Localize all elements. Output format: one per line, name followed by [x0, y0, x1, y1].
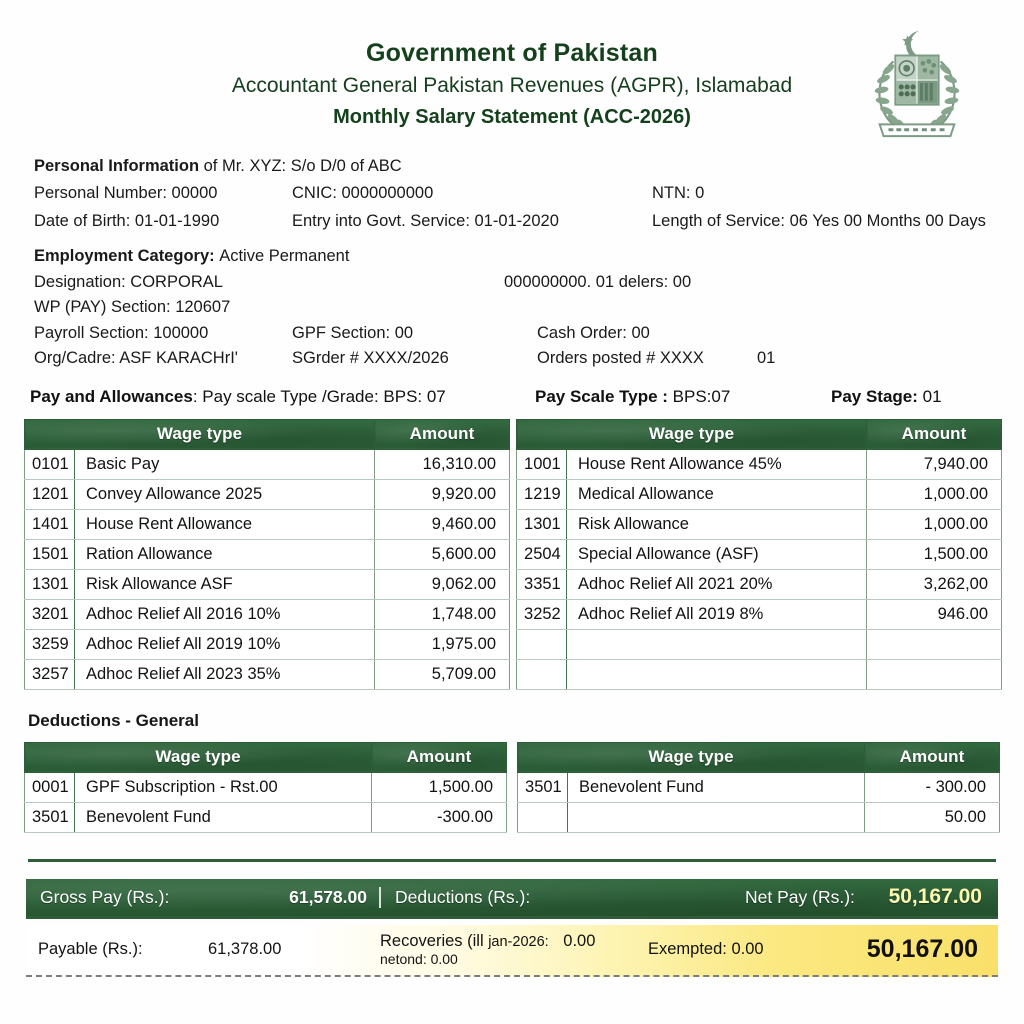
- column-header-amount: Amount: [375, 419, 510, 449]
- pay-allowance-description: Special Allowance (ASF): [567, 539, 867, 569]
- pay-allowance-description: House Rent Allowance: [75, 509, 375, 539]
- table-row: [25, 599, 510, 629]
- document-header: [0, 0, 1024, 132]
- pay-allowance-code: 3257: [25, 659, 75, 689]
- pay-allowance-description: [567, 659, 867, 689]
- pay-allowance-code: 1401: [25, 509, 75, 539]
- pay-allowance-amount: [867, 629, 1002, 659]
- designation: Designation: CORPORAL: [34, 272, 223, 291]
- table-row: [25, 479, 510, 509]
- pay-allowance-amount: 9,920.00: [375, 479, 510, 509]
- pay-allowances-grade: [30, 387, 535, 407]
- pay-allowances-label: Pay and Allowances: [30, 386, 193, 406]
- pay-allowance-code: 3252: [517, 599, 567, 629]
- deduction-code: 0001: [25, 772, 75, 802]
- pay-allowance-description: Medical Allowance: [567, 479, 867, 509]
- pay-allowance-amount: 5,709.00: [375, 659, 510, 689]
- wp-pay-section: WP (PAY) Section: 120607: [34, 298, 231, 317]
- pay-allowance-amount: 1,500.00: [867, 539, 1002, 569]
- pay-allowance-code: 1219: [517, 479, 567, 509]
- table-row: [518, 772, 1000, 802]
- table-header-row: [25, 419, 510, 449]
- payroll-row: [34, 325, 1002, 342]
- pay-allowance-description: Adhoc Relief All 2019 8%: [567, 599, 867, 629]
- pay-allowance-description: House Rent Allowance 45%: [567, 449, 867, 479]
- employment-category-row: [34, 248, 1002, 265]
- account-number-line: 000000000. 01 delers: 00: [504, 272, 692, 291]
- deductions-tables: [24, 742, 1000, 833]
- pay-allowance-description: Adhoc Relief All 2023 35%: [75, 659, 375, 689]
- pay-allowances-heading: [30, 387, 1002, 407]
- pay-allowance-description: Ration Allowance: [75, 539, 375, 569]
- deductions-total-label: Deductions (Rs.):: [395, 886, 531, 907]
- table-header-row: [518, 742, 1000, 772]
- deductions-table-left: [24, 742, 507, 833]
- exempted-value: Exempted: 0.00: [648, 940, 764, 959]
- payable-net-total: 50,167.00: [866, 935, 978, 964]
- entry-into-service: Entry into Govt. Service: 01-01-2020: [292, 211, 559, 230]
- statement-title: Monthly Salary Statement (ACC-2026): [333, 105, 691, 128]
- column-header-wage-type: Wage type: [517, 419, 867, 449]
- table-header-row: [25, 742, 507, 772]
- deduction-description: [568, 802, 865, 832]
- pay-allowance-description: Convey Allowance 2025: [75, 479, 375, 509]
- pay-allowance-description: Basic Pay: [75, 449, 375, 479]
- cash-order: Cash Order: 00: [537, 323, 650, 342]
- employment-block: [34, 248, 1002, 367]
- pay-allowance-code: [517, 629, 567, 659]
- column-header-wage-type: Wage type: [25, 419, 375, 449]
- table-row: [25, 539, 510, 569]
- table-row: [25, 569, 510, 599]
- net-pay-label: Net Pay (Rs.):: [745, 886, 855, 907]
- payroll-section: Payroll Section: 100000: [34, 323, 209, 342]
- pay-stage: [831, 387, 1002, 407]
- personal-info-heading: Personal Information: [34, 156, 200, 175]
- table-row: [517, 449, 1002, 479]
- personal-identifiers-row: [34, 185, 1002, 202]
- payable-row: [26, 925, 998, 977]
- deduction-amount: 50.00: [865, 802, 1000, 832]
- deduction-description: Benevolent Fund: [75, 802, 372, 832]
- table-row: [25, 772, 507, 802]
- gross-pay-value: 61,578.00: [226, 887, 381, 908]
- gross-pay-label: Gross Pay (Rs.):: [40, 886, 170, 907]
- pay-allowance-code: 2504: [517, 539, 567, 569]
- pay-allowance-amount: 16,310.00: [375, 449, 510, 479]
- pay-allowance-code: 0101: [25, 449, 75, 479]
- orders-count: 01: [757, 349, 776, 368]
- table-row: [25, 659, 510, 689]
- organization-subtitle: Accountant General Pakistan Revenues (AGPR), Islamabad: [231, 74, 793, 98]
- ntn: NTN: 0: [652, 184, 705, 203]
- section-divider: [28, 859, 996, 862]
- pay-allowances-table-left: [24, 419, 510, 690]
- payable-value: 61,378.00: [208, 940, 282, 959]
- deduction-description: Benevolent Fund: [568, 772, 865, 802]
- pay-allowance-code: 1301: [517, 509, 567, 539]
- pay-allowance-amount: 1,975.00: [375, 629, 510, 659]
- deduction-amount: - 300.00: [865, 772, 1000, 802]
- table-row: [25, 802, 507, 832]
- pay-allowance-amount: 9,062.00: [375, 569, 510, 599]
- pay-allowance-code: 3259: [25, 629, 75, 659]
- service-dates-row: [34, 213, 1002, 230]
- pay-allowance-description: Adhoc Relief All 2016 10%: [75, 599, 375, 629]
- pay-allowances-tables: [24, 419, 1000, 690]
- pay-allowance-amount: 946.00: [867, 599, 1002, 629]
- cnic: CNIC: 0000000000: [292, 184, 434, 203]
- pay-scale-type: [535, 387, 831, 407]
- personal-number: Personal Number: 00000: [34, 184, 218, 203]
- personal-info-heading-row: [34, 158, 1002, 175]
- employment-category-value: Active Permanent: [219, 247, 350, 266]
- column-header-wage-type: Wage type: [518, 742, 865, 772]
- table-row: [517, 569, 1002, 599]
- designation-row: [34, 274, 1002, 291]
- column-header-amount: Amount: [867, 419, 1002, 449]
- date-of-birth: Date of Birth: 01-01-1990: [34, 211, 220, 230]
- deduction-amount: 1,500.00: [372, 772, 507, 802]
- table-row: [517, 629, 1002, 659]
- summary-bar: [26, 879, 998, 919]
- table-row: [25, 629, 510, 659]
- deductions-heading: Deductions - General: [28, 710, 199, 730]
- deduction-amount: -300.00: [372, 802, 507, 832]
- recoveries-amount: 0.00: [563, 931, 596, 950]
- pay-allowances-grade-value: : Pay scale Type /Grade: BPS: 07: [192, 386, 446, 406]
- pay-allowance-code: 1001: [517, 449, 567, 479]
- pay-stage-value: 01: [922, 386, 942, 406]
- column-header-amount: Amount: [372, 742, 507, 772]
- pay-allowance-amount: 1,000.00: [867, 479, 1002, 509]
- pay-allowance-description: Adhoc Relief All 2021 20%: [567, 569, 867, 599]
- deduction-description: GPF Subscription - Rst.00: [75, 772, 372, 802]
- org-cadre: Org/Cadre: ASF KARACHrI': [34, 349, 238, 368]
- net-pay-value: 50,167.00: [888, 885, 982, 909]
- pay-allowance-description: [567, 629, 867, 659]
- deductions-table-right: [517, 742, 1000, 833]
- pay-allowance-amount: 7,940.00: [867, 449, 1002, 479]
- table-row: [25, 449, 510, 479]
- pay-allowances-table-right: [516, 419, 1002, 690]
- pay-allowance-code: [517, 659, 567, 689]
- pay-allowance-description: Risk Allowance: [567, 509, 867, 539]
- personal-info-subject: of Mr. XYZ: S/o D/0 of ABC: [203, 156, 402, 175]
- pay-allowance-amount: 5,600.00: [375, 539, 510, 569]
- table-row: [517, 509, 1002, 539]
- table-header-row: [517, 419, 1002, 449]
- org-cadre-row: [34, 350, 1002, 367]
- pay-allowance-code: 1301: [25, 569, 75, 599]
- column-header-wage-type: Wage type: [25, 742, 372, 772]
- deduction-code: 3501: [25, 802, 75, 832]
- pay-allowance-code: 1201: [25, 479, 75, 509]
- pay-allowance-code: 3201: [25, 599, 75, 629]
- table-row: [517, 599, 1002, 629]
- employment-category-label: Employment Category:: [34, 247, 215, 266]
- recoveries-line: [380, 932, 648, 951]
- page-title: Government of Pakistan: [366, 39, 658, 67]
- pakistan-state-emblem-icon: [858, 26, 976, 144]
- pay-allowance-amount: 3,262,00: [867, 569, 1002, 599]
- personal-information-block: [34, 158, 1002, 230]
- orders-posted: Orders posted # XXXX: [537, 349, 704, 368]
- pay-scale-type-label: Pay Scale Type :: [535, 386, 668, 406]
- pay-allowance-description: Risk Allowance ASF: [75, 569, 375, 599]
- recoveries-month: jan-2026:: [488, 933, 549, 950]
- length-of-service: Length of Service: 06 Yes 00 Months 00 Days: [652, 211, 986, 230]
- payable-label: Payable (Rs.):: [38, 940, 143, 959]
- deduction-code: 3501: [518, 772, 568, 802]
- order-number: SGrder # XXXX/2026: [292, 349, 449, 368]
- recoveries-block: [380, 932, 648, 968]
- table-row: [517, 659, 1002, 689]
- table-row: [518, 802, 1000, 832]
- table-row: [517, 479, 1002, 509]
- pay-allowance-code: 1501: [25, 539, 75, 569]
- pay-allowance-amount: [867, 659, 1002, 689]
- pay-allowance-description: Adhoc Relief All 2019 10%: [75, 629, 375, 659]
- gpf-section: GPF Section: 00: [292, 323, 414, 342]
- pay-scale-type-value: BPS:07: [672, 386, 731, 406]
- table-row: [25, 509, 510, 539]
- recoveries-label: Recoveries (ill: [380, 931, 484, 950]
- pay-allowance-amount: 1,748.00: [375, 599, 510, 629]
- pay-allowance-code: 3351: [517, 569, 567, 599]
- pay-stage-label: Pay Stage:: [831, 386, 918, 406]
- pay-allowance-amount: 1,000.00: [867, 509, 1002, 539]
- pay-allowance-amount: 9,460.00: [375, 509, 510, 539]
- netond-line: netond: 0.00: [380, 951, 458, 968]
- deduction-code: [518, 802, 568, 832]
- column-header-amount: Amount: [865, 742, 1000, 772]
- wp-section-row: [34, 299, 1002, 316]
- table-row: [517, 539, 1002, 569]
